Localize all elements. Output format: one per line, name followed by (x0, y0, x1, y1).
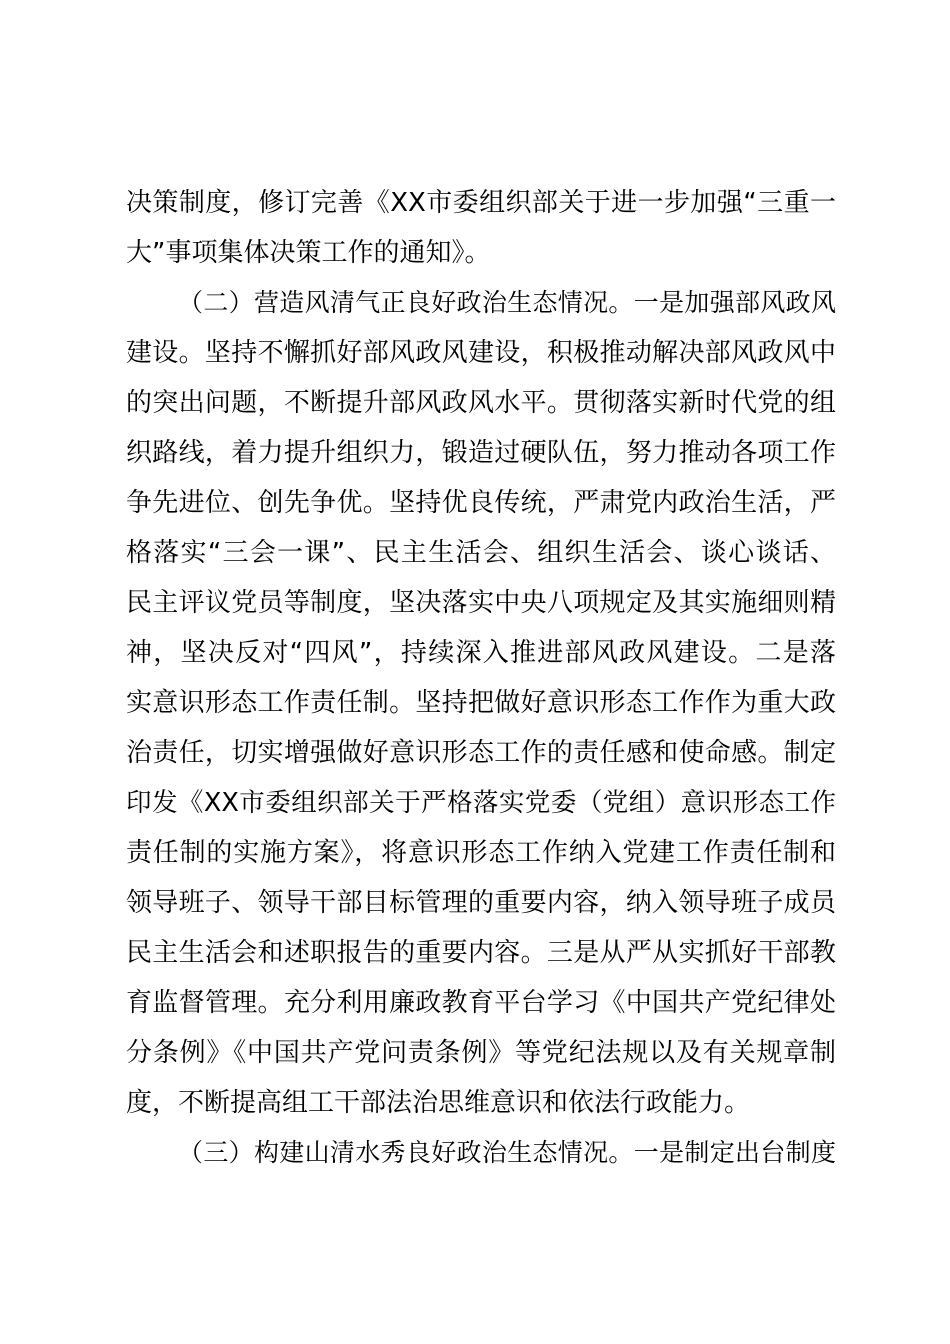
text-line: 治责任，切实增强做好意识形态工作的责任感和使命感。制定 (126, 738, 836, 768)
text-line: 大”事项集体决策工作的通知》。 (126, 238, 491, 268)
paragraph-heading-line: （三）构建山清水秀良好政治生态情况。一是制定出台制度 (178, 1138, 836, 1167)
text-line: 民主生活会和述职报告的重要内容。三是从严从实抓好干部教 (126, 938, 836, 968)
text-line: 民主评议党员等制度，坚决落实中央八项规定及其实施细则精 (126, 588, 836, 618)
paragraph-heading-line: （二）营造风清气正良好政治生态情况。一是加强部风政风 (178, 288, 836, 317)
text-line: 度，不断提高组工干部法治思维意识和依法行政能力。 (126, 1088, 751, 1118)
text-line: 领导班子、领导干部目标管理的重要内容，纳入领导班子成员 (126, 888, 836, 918)
text-line: 格落实“三会一课”、民主生活会、组织生活会、谈心谈话、 (126, 538, 836, 568)
text-line: 争先进位、创先争优。坚持优良传统，严肃党内政治生活，严 (126, 488, 836, 518)
text-line: 织路线，着力提升组织力，锻造过硬队伍，努力推动各项工作 (126, 438, 836, 468)
text-line: 建设。坚持不懈抓好部风政风建设，积极推动解决部风政风中 (126, 338, 836, 368)
text-line: 决策制度，修订完善《XX市委组织部关于进一步加强“三重一 (126, 188, 836, 218)
text-line: 神，坚决反对“四风”，持续深入推进部风政风建设。二是落 (126, 638, 836, 668)
text-line: 印发《XX市委组织部关于严格落实党委（党组）意识形态工作 (126, 788, 836, 818)
text-line: 责任制的实施方案》，将意识形态工作纳入党建工作责任制和 (126, 838, 836, 868)
text-line: 的突出问题，不断提升部风政风水平。贯彻落实新时代党的组 (126, 388, 836, 418)
text-line: 分条例》《中国共产党问责条例》等党纪法规以及有关规章制 (126, 1038, 836, 1068)
text-line: 实意识形态工作责任制。坚持把做好意识形态工作作为重大政 (126, 688, 836, 718)
text-line: 育监督管理。充分利用廉政教育平台学习《中国共产党纪律处 (126, 988, 836, 1018)
